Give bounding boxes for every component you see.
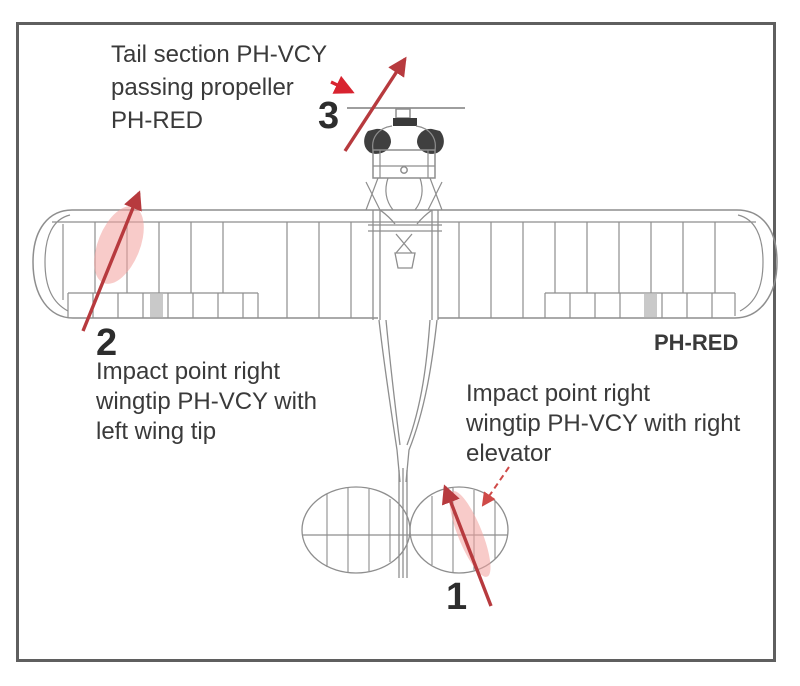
note-line: Impact point right — [466, 380, 651, 407]
note-line: elevator — [466, 440, 552, 467]
note-line: Impact point right — [96, 358, 281, 385]
note-line: wingtip PH-VCY with right — [466, 410, 741, 437]
note-line: PH-RED — [111, 107, 204, 134]
note-line: left wing tip — [96, 418, 217, 445]
right-aileron — [545, 293, 735, 318]
fuselage-centre — [368, 210, 442, 320]
impact-1-note — [466, 379, 740, 469]
tail-section-note — [111, 38, 327, 137]
pointer-arrow-3 — [331, 82, 352, 92]
impact-number-2: 2 — [96, 322, 118, 364]
note-line: Tail section PH-VCY — [111, 41, 328, 68]
aircraft-registration-label: PH-RED — [654, 330, 739, 355]
note-line: passing propeller — [111, 74, 294, 101]
note-line: wingtip PH-VCY with — [96, 388, 317, 415]
impact-number-1: 1 — [446, 576, 468, 618]
pointer-arrow-elevator — [483, 467, 509, 505]
impact-number-3: 3 — [318, 95, 340, 137]
upper-wing — [33, 210, 777, 318]
impact-2-note — [96, 357, 317, 447]
aft-fuselage — [379, 320, 437, 578]
